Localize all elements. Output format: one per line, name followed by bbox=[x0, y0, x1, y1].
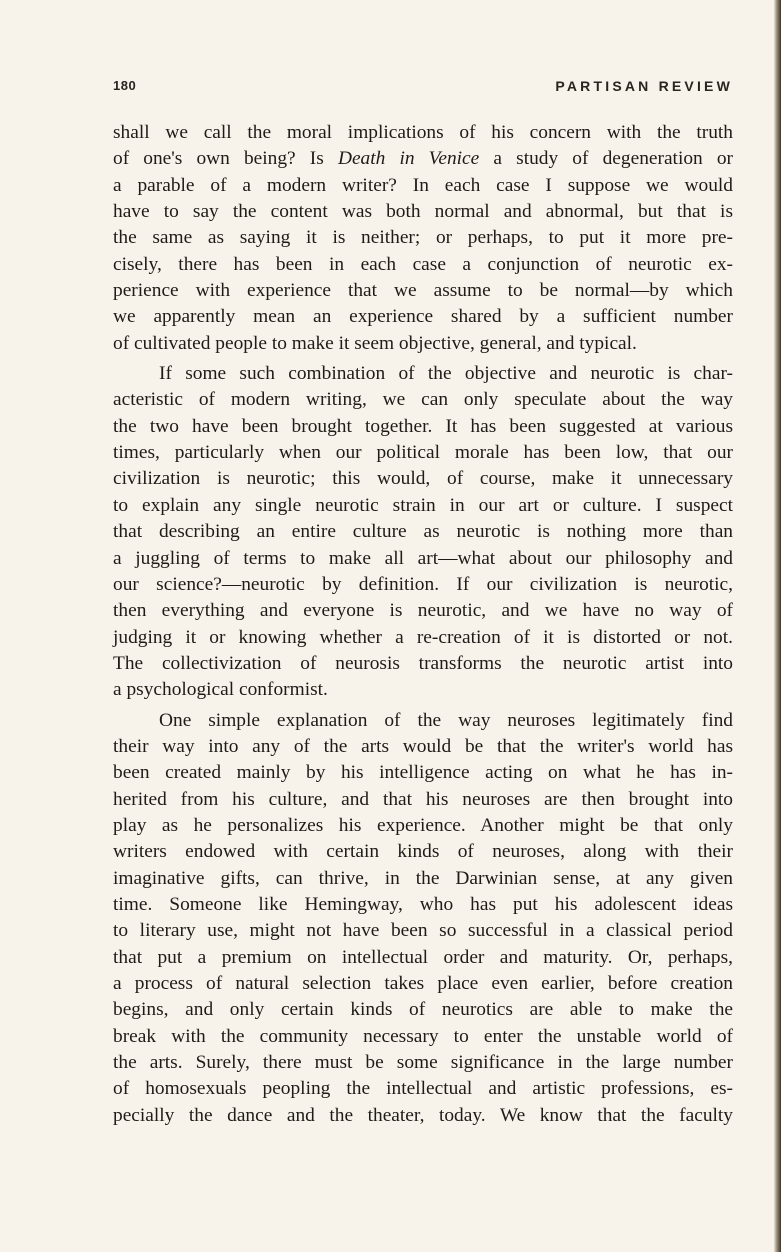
page-edge-shadow bbox=[774, 0, 781, 1252]
text-line: time. Someone like Hemingway, who has put his adolescent ideas bbox=[113, 893, 733, 915]
text-line: then everything and everyone is neurotic, and we have no way of bbox=[113, 600, 733, 622]
text-line: imaginative gifts, can thrive, in the Darwinian sense, at any given bbox=[113, 867, 733, 889]
text-line: pecially the dance and the theater, today. We know that the faculty bbox=[113, 1104, 733, 1126]
text-line: the arts. Surely, there must be some significance in the large number bbox=[113, 1052, 733, 1074]
text-line: perience with experience that we assume to be normal—by which bbox=[113, 280, 733, 302]
text-line: to literary use, might not have been so successful in a classical period bbox=[113, 920, 733, 942]
page-number: 180 bbox=[113, 78, 137, 93]
text-line: a juggling of terms to make all art—what about our philosophy and bbox=[113, 547, 733, 569]
text-line: have to say the content was both normal and abnormal, but that is bbox=[113, 201, 733, 223]
text-line: judging it or knowing whether a re-creation of it is distorted or not. bbox=[113, 626, 733, 648]
paragraph-3 bbox=[113, 708, 733, 1130]
text-line: been created mainly by his intelligence acting on what he has in- bbox=[113, 762, 733, 784]
text-line: to explain any single neurotic strain in our art or culture. I suspect bbox=[113, 494, 733, 516]
text-line: a parable of a modern writer? In each case I suppose we would bbox=[113, 174, 733, 196]
journal-title: PARTISAN REVIEW bbox=[555, 78, 733, 94]
text-line: One simple explanation of the way neuroses legitimately find bbox=[159, 709, 733, 731]
text-line: their way into any of the arts would be that the writer's world has bbox=[113, 735, 733, 757]
text-line: cisely, there has been in each case a conjunction of neurotic ex- bbox=[113, 253, 733, 275]
text-line: we apparently mean an experience shared by a sufficient number bbox=[113, 306, 733, 328]
text-line: break with the community necessary to enter the unstable world of bbox=[113, 1025, 733, 1047]
text-line: The collectivization of neurosis transforms the neurotic artist into bbox=[113, 652, 733, 674]
text-line: begins, and only certain kinds of neurotics are able to make the bbox=[113, 999, 733, 1021]
body-text bbox=[113, 120, 733, 1129]
text-line: that put a premium on intellectual order and maturity. Or, perhaps, bbox=[113, 946, 733, 968]
text-line: that describing an entire culture as neurotic is nothing more than bbox=[113, 521, 733, 543]
text-line: play as he personalizes his experience. Another might be that only bbox=[113, 814, 733, 836]
text-line: writers endowed with certain kinds of neuroses, along with their bbox=[113, 841, 733, 863]
text-line: civilization is neurotic; this would, of course, make it unnecessary bbox=[113, 468, 733, 490]
text-line: of cultivated people to make it seem objective, general, and typical. bbox=[113, 332, 637, 354]
text-line: a psychological conformist. bbox=[113, 679, 328, 701]
paragraph-2 bbox=[113, 361, 733, 703]
text-line: a process of natural selection takes place even earlier, before creation bbox=[113, 973, 733, 994]
text-line: of homosexuals peopling the intellectual and artistic professions, es- bbox=[113, 1078, 733, 1100]
text-line: the same as saying it is neither; or perhaps, to put it more pre- bbox=[113, 227, 733, 249]
text-line: the two have been brought together. It has been suggested at various bbox=[113, 415, 733, 437]
text-line: acteristic of modern writing, we can only speculate about the way bbox=[113, 389, 733, 411]
text-line: times, particularly when our political morale has been low, that our bbox=[113, 442, 733, 464]
text-line: herited from his culture, and that his neuroses are then brought into bbox=[113, 788, 733, 810]
running-head bbox=[113, 76, 733, 100]
text-line: If some such combination of the objective and neurotic is char- bbox=[159, 363, 733, 385]
text-line: our science?—neurotic by definition. If our civilization is neurotic, bbox=[113, 573, 733, 595]
text-line-with-title: of one's own being? Is Death in Venice a study of degeneration or bbox=[113, 148, 734, 170]
paragraph-1 bbox=[113, 120, 733, 357]
text-line: shall we call the moral implications of his concern with the truth bbox=[113, 122, 733, 143]
